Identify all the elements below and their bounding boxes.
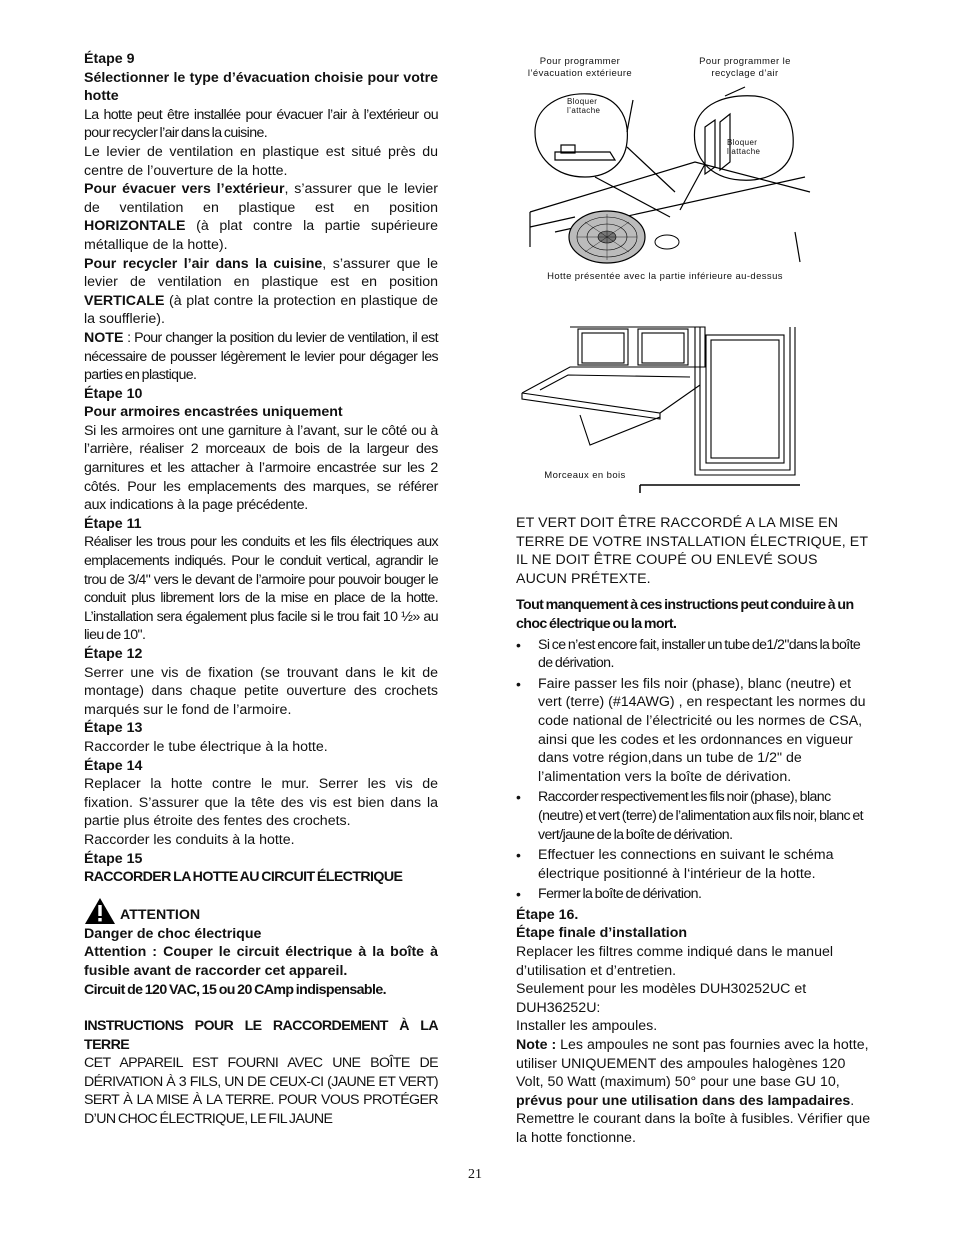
note-bold-text: prévus pour une utilisation dans des lampadaires: [516, 1092, 851, 1109]
figure-hood-vent-setup: [515, 52, 815, 292]
step14-paragraph-2: Raccorder les conduits à la hotte.: [84, 831, 295, 848]
label-exterior-exhaust: Pour programmer l’évacuation extérieure: [527, 56, 633, 79]
fan-grille: [569, 211, 645, 263]
step15-title: Étape 15: [84, 850, 143, 867]
ground-heading: INSTRUCTIONS POUR LE RACCORDEMENT À LA TERRE: [84, 1018, 438, 1053]
danger-label: Danger de choc électrique: [84, 925, 262, 942]
step9-exterior-bold: Pour évacuer vers l’extérieur: [84, 181, 285, 198]
step11-title: Étape 11: [84, 515, 142, 532]
step9-paragraph-3: [84, 180, 438, 254]
note-text-a: Les ampoules ne sont pas fournies avec la hotte, utiliser UNIQUEMENT des ampoules halogènes 120 Volt, 50 Watt (maximum) 50° pour une base GU 10,: [516, 1037, 869, 1091]
step10-heading: Pour armoires encastrées uniquement: [84, 404, 343, 421]
step10-paragraph: Si les armoires ont une garniture à l’avant, sur le côté ou à l’arrière, réaliser 2 morceaux de bois de la largeur des garnitures et les attacher à l’armoire encastrée sur les 2 côtés. Pour les emplacements des marques, se référer aux indications à la page précédente.: [84, 422, 438, 514]
bullet-item: • Fermer la boîte de dérivation.: [516, 885, 871, 904]
wiring-bullet-list: [516, 636, 871, 904]
warning-triangle-icon: [84, 897, 116, 925]
step10-title: Étape 10: [84, 385, 143, 402]
note-label: Note :: [516, 1037, 557, 1054]
label-recycle-air: Pour programmer le recyclage d’air: [699, 56, 791, 79]
step9-p4-text-a: , s’assurer que le levier de ventilation en plastique est en position: [84, 255, 438, 291]
step9-heading: Sélectionner le type d’évacuation choisie pour votre hotte: [84, 69, 438, 105]
step9-paragraph-2: Le levier de ventilation en plastique est situé près du centre de l’ouverture de la hotte.: [84, 143, 438, 179]
figure2-caption: Morceaux en bois: [544, 470, 626, 481]
bullet-item: • Si ce n’est encore fait, installer un tube de1/2"dans la boîte de dérivation.: [516, 636, 871, 673]
left-column: [84, 50, 438, 1129]
step12-title: Étape 12: [84, 646, 143, 662]
figure1-caption: Hotte présentée avec la partie inférieure au-dessus: [547, 271, 783, 282]
step13-title: Étape 13: [84, 720, 143, 737]
step16-paragraph-3: Installer les ampoules.: [516, 1018, 658, 1035]
step12-paragraph: Serrer une vis de fixation (se trouvant dans le kit de montage) dans chaque petite ouverture des crochets marqués sur le fond de l’armoire.: [84, 664, 438, 718]
step9-recycle-bold: Pour recycler l’air dans la cuisine: [84, 255, 323, 272]
step9-horizontal-bold: HORIZONTALE: [84, 218, 186, 235]
step9-p3-text-b: (à plat contre la partie supérieure métallique de la hotte).: [84, 218, 438, 253]
bullet-item: • Effectuer les connections en suivant le schéma électrique positionné à l‘intérieur de la hotte.: [516, 846, 871, 883]
step9-note-label: NOTE: [84, 329, 124, 346]
page-number: 21: [468, 1167, 482, 1182]
step9-title: Étape 9: [84, 51, 135, 67]
step9-paragraph-4: [84, 255, 438, 329]
bullet-item: • Raccorder respectivement les fils noir (phase), blanc (neutre) et vert (terre) de l’alimentation aux fils noir, blanc et vert/jaune de la boîte de dérivation.: [516, 788, 871, 844]
step9-paragraph-1: La hotte peut être installée pour évacuer l’air à l’extérieur ou pour recycler l’air dans la cuisine.: [84, 106, 438, 142]
step14-paragraph-1: Replacer la hotte contre le mur. Serrer les vis de fixation. S’assurer que la tête des vis est bien dans la partie plus étroite des fentes des crochets.: [84, 776, 438, 830]
step11-paragraph: Réaliser les trous pour les conduits et les fils électriques aux emplacements indiqués. Pour le conduit vertical, agrandir le trou de 3/4" vers le devant de l’armoire pour pouvoir bouger le conduit plus librement lors de la mise en place de la hotte. L’installation sera également plus facile si le trou fait 10 ½» au lieu de 10".: [84, 534, 438, 644]
attention-paragraph-2: Circuit de 120 VAC, 15 ou 20 CAmp indispensable.: [84, 981, 386, 998]
attention-label: ATTENTION: [120, 907, 201, 924]
step9-p3-text-a: , s’assurer que le levier de ventilation en plastique est en position: [84, 181, 438, 216]
step16-note: [516, 1036, 871, 1110]
label-block-clip-left: Bloquer l’attache: [567, 97, 601, 115]
step16-paragraph-4: Remettre le courant dans la boîte à fusibles. Vérifier que la hotte fonctionne.: [516, 1111, 871, 1146]
step16-paragraph-2: Seulement pour les modèles DUH30252UC et DUH36252U:: [516, 981, 807, 1016]
bullet-item: • Faire passer les fils noir (phase), blanc (neutre) et vert (terre) (#14AWG) , en respectant les normes du code national de l’électricité ou les normes de CSA, ainsi que les codes et les ordonnances en vigueur dans votre région,dans un tube de 1/2" de l’alimentation vers la boîte de dérivation.: [516, 675, 871, 787]
label-block-clip-right: Bloquer l’attache: [727, 138, 761, 156]
step16-heading: Étape finale d’installation: [516, 925, 688, 942]
step9-vertical-bold: VERTICALE: [84, 292, 165, 309]
figure-wood-pieces: [520, 325, 800, 495]
step13-paragraph: Raccorder le tube électrique à la hotte.: [84, 738, 328, 755]
note-text-b: .: [850, 1092, 855, 1109]
step15-heading: RACCORDER LA HOTTE AU CIRCUIT ÉLECTRIQUE: [84, 869, 403, 886]
right-column: [516, 514, 871, 1148]
ground-paragraph: CET APPAREIL EST FOURNI AVEC UNE BOÎTE DE DÉRIVATION À 3 FILS, UN DE CEUX-CI (JAUNE ET VERT) SERT À LA MISE À LA TERRE. POUR VOUS PROTÉGER D’UN CHOC ÉLECTRIQUE, LE FIL JAUNE: [84, 1055, 438, 1128]
step16-paragraph-1: Replacer les filtres comme indiqué dans le manuel d’utilisation et d’entretien.: [516, 944, 834, 979]
step16-title: Étape 16.: [516, 906, 579, 923]
attention-block: [84, 897, 438, 925]
step9-p4-text-b: (à plat contre la protection en plastique de la soufflerie).: [84, 292, 438, 328]
step9-note-text: : Pour changer la position du levier de ventilation, il est nécessaire de pousser légèrement le levier pour dégager les parties en plastique.: [84, 329, 438, 384]
hood-drawing: [515, 52, 815, 267]
step9-note: [84, 329, 438, 385]
warning-death: Tout manquement à ces instructions peut conduire à un choc électrique ou la mort.: [516, 597, 854, 632]
step14-title: Étape 14: [84, 757, 143, 774]
ground-continued: ET VERT DOIT ÊTRE RACCORDÉ A LA MISE EN TERRE DE VOTRE INSTALLATION ÉLECTRIQUE, ET IL NE DOIT ÊTRE COUPÉ OU ENLEVÉ SOUS AUCUN PRÉTEXTE.: [516, 515, 868, 587]
attention-paragraph-1: Attention : Couper le circuit électrique à la boîte à fusible avant de raccorder cet appareil.: [84, 944, 438, 979]
